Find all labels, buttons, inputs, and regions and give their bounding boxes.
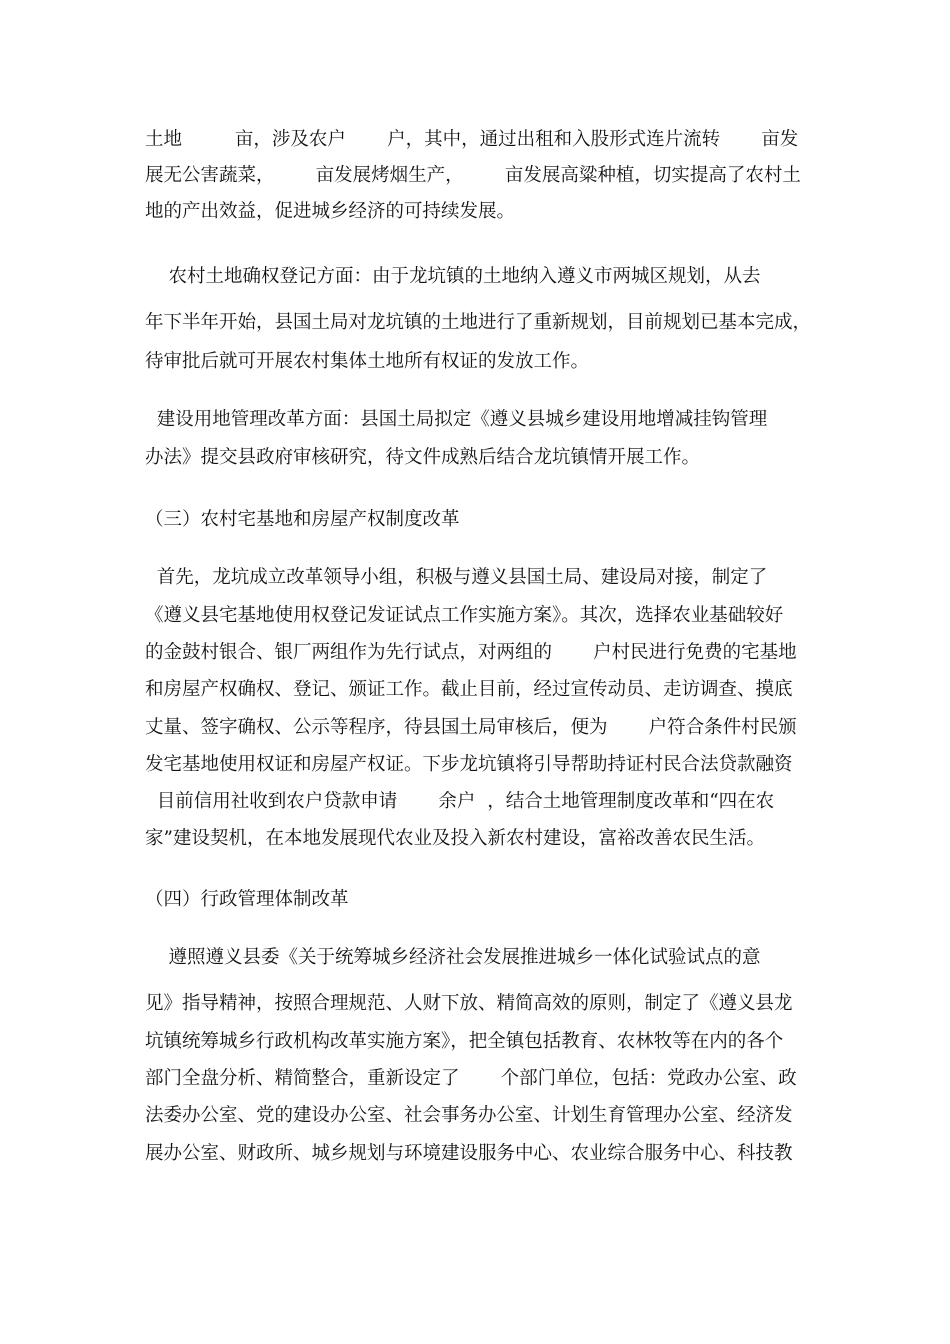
paragraph-line: 年下半年开始，县国土局对龙坑镇的土地进行了重新规划，目前规划已基本完成， — [145, 312, 812, 333]
paragraph-line: 发宅基地使用权证和房屋产权证。下步龙坑镇将引导帮助持证村民合法贷款融资 — [145, 754, 793, 775]
paragraph-line: 丈量、签字确权、公示等程序，待县国土局审核后，便为 户符合条件村民颁 — [145, 717, 797, 738]
paragraph-line: 部门全盘分析、精简整合，重新设定了 个部门单位，包括：党政办公室、政 — [145, 1068, 797, 1089]
paragraph-line: 见》指导精神，按照合理规范、人财下放、精简高效的原则，制定了《遵义县龙 — [145, 993, 793, 1014]
paragraph-line: 办法》提交县政府审核研究，待文件成熟后结合龙坑镇情开展工作。 — [145, 447, 701, 468]
paragraph-line: 待审批后就可开展农村集体土地所有权证的发放工作。 — [145, 351, 590, 372]
paragraph-line: 和房屋产权确权、登记、颁证工作。截止目前，经过宣传动员、走访调查、摸底 — [145, 679, 793, 700]
paragraph-line: 目前信用社收到农户贷款申请 余户 ，结合土地管理制度改革和“四在农 — [145, 791, 775, 812]
paragraph-line: 坑镇统筹城乡行政机构改革实施方案》，把全镇包括教育、农林牧等在内的各个 — [145, 1031, 784, 1052]
paragraph-line: 《遵义县宅基地使用权登记发证试点工作实施方案》。其次，选择农业基础较好 — [145, 605, 784, 626]
paragraph-line: 建设用地管理改革方面：县国土局拟定《遵义县城乡建设用地增减挂钩管理 — [145, 409, 768, 430]
paragraph-line: 法委办公室、党的建设办公室、社会事务办公室、计划生育管理办公室、经济发 — [145, 1105, 793, 1126]
paragraph-line: 农村土地确权登记方面：由于龙坑镇的土地纳入遵义市两城区规划，从去 — [145, 266, 761, 287]
paragraph-line: 地的产出效益，促进城乡经济的可持续发展。 — [145, 201, 516, 222]
paragraph-line: 土地 亩，涉及农户 户，其中，通过出租和入股形式连片流转 亩发 — [145, 129, 799, 150]
paragraph-line: 遵照遵义县委《关于统筹城乡经济社会发展推进城乡一体化试验试点的意 — [145, 947, 761, 968]
paragraph-line: 展办公室、财政所、城乡规划与环境建设服务中心、农业综合服务中心、科技教 — [145, 1143, 793, 1164]
paragraph-line: 展无公害蔬菜， 亩发展烤烟生产， 亩发展高粱种植，切实提高了农村土 — [145, 165, 801, 186]
paragraph-line: 家”建设契机，在本地发展现代农业及投入新农村建设，富裕改善农民生活。 — [145, 828, 765, 849]
paragraph-line: 的金鼓村银合、银厂两组作为先行试点，对两组的 户村民进行免费的宅基地 — [145, 642, 797, 663]
section-heading: （四）行政管理体制改革 — [145, 889, 349, 910]
section-heading: （三）农村宅基地和房屋产权制度改革 — [145, 509, 460, 530]
paragraph-line: 首先，龙坑成立改革领导小组，积极与遵义县国土局、建设局对接，制定了 — [145, 567, 768, 588]
